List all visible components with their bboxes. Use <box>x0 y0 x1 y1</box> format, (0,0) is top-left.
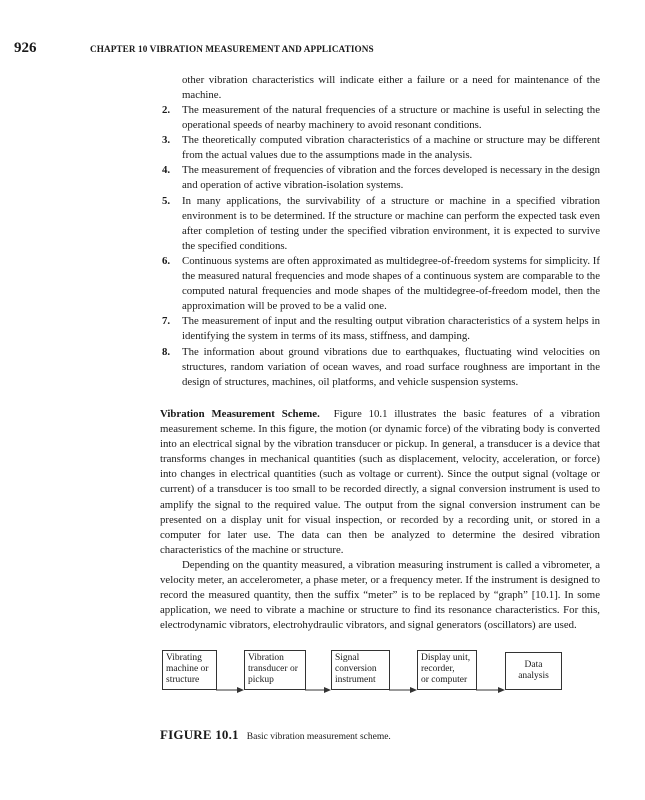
list-number: 7. <box>162 315 171 328</box>
box-line: Vibration <box>248 653 284 663</box>
box-signal-conversion <box>331 650 390 690</box>
running-head: CHAPTER 10 VIBRATION MEASUREMENT AND APPLICATIONS <box>90 44 374 54</box>
list-number: 4. <box>162 164 171 177</box>
list-item <box>160 163 600 193</box>
list-item <box>160 314 600 344</box>
list-item-continuation <box>160 73 600 103</box>
box-line: instrument <box>335 675 376 685</box>
box-line: conversion <box>335 664 377 674</box>
list-text: In many applications, the survivability of a structure or machine in a specified vibration environment is to be determined. If the structure or machine can perform the expected task even after completion of testing under the specified vibration environment, it is expected to survive the specified conditions. <box>182 194 600 252</box>
list-text: The measurement of input and the resulting output vibration characteristics of a system helps in identifying the system in terms of its mass, stiffness, and damping. <box>182 315 600 343</box>
box-line: machine or <box>166 664 209 674</box>
box-display-unit <box>417 650 477 690</box>
list-number: 5. <box>162 194 171 207</box>
list-text: The information about ground vibrations due to earthquakes, fluctuating wind velocities on structures, random variation of ocean waves, and road surface roughness are important in the design of structures, machines, oil platforms, and vehicle suspension systems. <box>182 345 600 388</box>
box-line: transducer or <box>248 664 298 674</box>
list-text: The theoretically computed vibration characteristics of a machine or structure may be different from the actual values due to the assumptions made in the analysis. <box>182 134 600 162</box>
list-number: 2. <box>162 104 171 116</box>
figure-caption <box>160 727 391 743</box>
box-line: or computer <box>421 675 468 685</box>
continuation-text: other vibration characteristics will indicate either a failure or a need for maintenance of the machine. <box>182 74 600 102</box>
paragraph-text: Figure 10.1 illustrates the basic features of a vibration measurement scheme. In this figure, the motion (or dynamic force) of the vibrating body is converted into an electrical signal by the vibration transducer or pickup. In general, a transducer is a device that transforms changes in mechanical quantities (such as displacement, velocity, acceleration, or force) into changes in electrical quantities (such as voltage or current). Since the output signal (voltage or current) of a transducer is too small to be recorded directly, a signal conversion instrument is used to amplify the signal to the required value. The output from the signal conversion instrument can be presented on a display unit for visual inspection, or recorded by a recording unit, or stored in a computer for later use. The data can then be analyzed to determine the desired vibration characteristics of the machine or structure. <box>160 408 600 556</box>
box-line: pickup <box>248 675 274 685</box>
section-paragraph-2: Depending on the quantity measured, a vibration measuring instrument is called a vibrometer, a velocity meter, an accelerometer, a phase meter, or a frequency meter. If the instrument is designed to record the measured quantity, then the suffix “meter” is to be replaced by “graph” [10.1]. In some application, we need to vibrate a machine or structure to find its resonance characteristics. For this, electrodynamic vibrators, electrohydraulic vibrators, and signal generators (oscillators) are used. <box>160 558 600 632</box>
box-data-analysis <box>505 652 562 690</box>
box-line: structure <box>166 675 200 685</box>
list-number: 3. <box>162 134 171 147</box>
list-number: 6. <box>162 254 171 267</box>
list-text: The measurement of frequencies of vibration and the forces developed is necessary in the design and operation of active vibration-isolation systems. <box>182 164 600 192</box>
page-number: 926 <box>14 40 37 56</box>
page-header <box>0 40 645 60</box>
list-item <box>160 103 600 133</box>
list-item <box>160 345 600 390</box>
box-line: Vibrating <box>166 653 202 663</box>
box-line: Data <box>524 660 543 670</box>
box-line: recorder, <box>421 664 455 674</box>
list-text: Continuous systems are often approximated as multidegree-of-freedom systems for simplicity. If the measured natural frequencies and mode shapes of a continuous system are comparable to the computed natural frequencies and mode shapes of the multidegree-of-freedom model, then the approximation will be proved to be a valid one. <box>182 254 600 313</box>
list-number: 8. <box>162 345 171 358</box>
box-vibration-transducer <box>244 650 306 690</box>
list-item <box>160 254 600 314</box>
numbered-list <box>160 103 600 390</box>
figure-caption-text: Basic vibration measurement scheme. <box>246 732 391 742</box>
box-line: Display unit, <box>421 653 471 663</box>
list-item <box>160 133 600 163</box>
measurement-scheme-section <box>160 407 600 633</box>
box-vibrating-machine <box>162 650 217 690</box>
box-line: analysis <box>518 671 549 681</box>
section-paragraph-1 <box>160 407 600 558</box>
list-item <box>160 194 600 254</box>
section-heading: Vibration Measurement Scheme. <box>160 408 320 420</box>
box-line: Signal <box>335 653 360 663</box>
figure-label: FIGURE 10.1 <box>160 727 239 742</box>
block-diagram <box>0 650 645 720</box>
list-text: The measurement of the natural frequencies of a structure or machine is useful in selecting the operational speeds of nearby machinery to avoid resonant conditions. <box>182 104 600 132</box>
